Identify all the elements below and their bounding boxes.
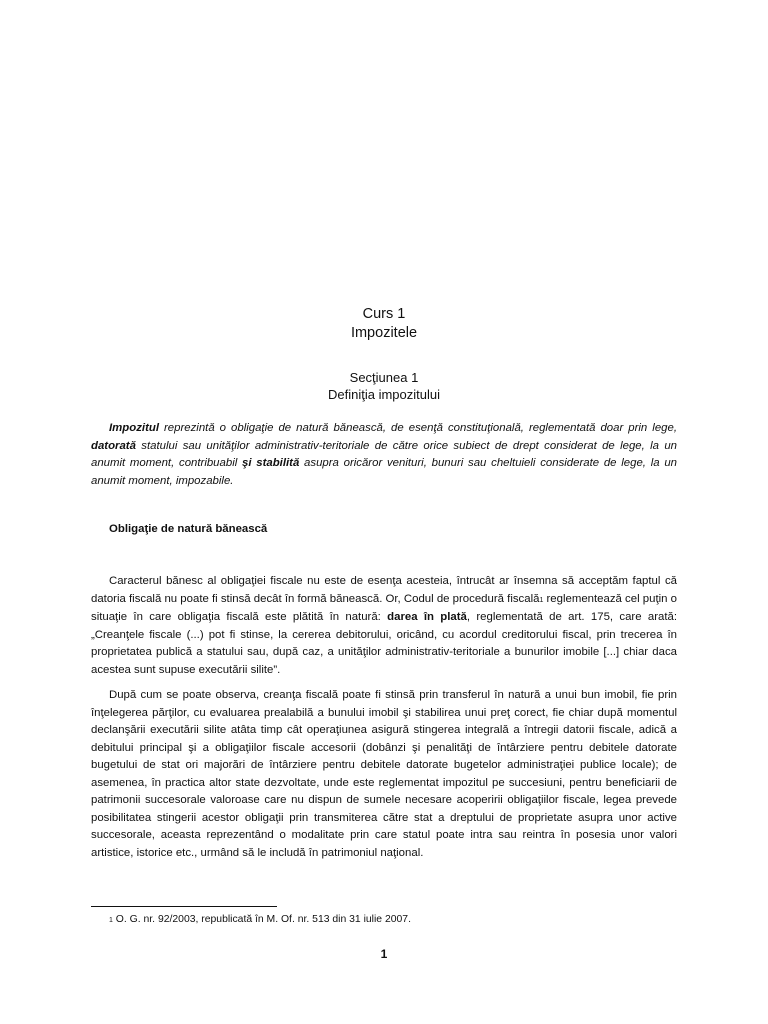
footnote: [109, 914, 411, 925]
term-si: şi: [242, 457, 252, 469]
paragraph-2: După cum se poate observa, creanţa fiscală poate fi stinsă prin transferul în natură a unui bun imobil, fie prin înţelegerea părţilor, cu evaluarea prealabilă a bunului imobil şi stabilirea unui preţ corect, fie chiar după momentul declanşării executării silite atâta timp cât operaţiunea asigură stingerea integrală a întregii datorii fiscale, adică a debitului principal şi a obligaţiilor fiscale accesorii (dobânzi şi penalităţi de întârziere pentru debitele datorate bugetului de stat ori majorări de întârziere pentru debitele datorate bugetelor administraţiei publice locale); de asemenea, în practica altor state dezvoltate, unde este reglementat impozitul pe succesiuni, pentru beneficiarii de patrimonii succesorale valoroase care nu dispun de sumele necesare acoperirii obligaţiilor fiscale, legea prevede posibilitatea stingerii acestor obligaţii prin transmiterea către stat a dreptului de proprietate asupra unor active succesorale, aceasta reprezentând o modalitate prin care statul poate intra sau reintra în posesia unor valori artistice, istorice etc., urmând să le includă în patrimoniul naţional.: [91, 689, 677, 859]
footnote-marker: 1: [109, 917, 113, 924]
section-heading: [0, 369, 768, 403]
term-darea-in-plata: darea în plată: [387, 611, 467, 623]
section-number: Secţiunea 1: [349, 370, 419, 385]
course-number: Curs 1: [362, 306, 406, 322]
page-number: 1: [380, 947, 388, 961]
course-title: [0, 305, 768, 343]
footnote-divider: [91, 906, 277, 907]
paragraph-1: Caracterul bănesc al obligaţiei fiscale nu este de esenţa acesteia, întrucât ar însemna să acceptăm faptul că datoria fiscală nu poate fi stinsă decât în formă bănească. Or, Codul de procedură fiscală1 reglementează cel puţin o situaţie în care obligaţia fiscală este plătită în natură: darea în plată, reglementată de art. 175, care arată: „Creanţele fiscale (...) pot fi stinse, la cererea debitorului, oricând, cu acordul creditorului fiscal, prin trecerea în proprietatea publică a statului sau, după caz, a unităţilor administrativ-teritoriale a bunurilor imobile [...] chiar daca acestea sunt supuse executării silite”.: [91, 575, 677, 676]
definition-paragraph: Impozitul reprezintă o obligaţie de natură bănească, de esenţă constituţională, reglementată doar prin lege, datorată statului sau unităţilor administrativ-teritoriale de către orice subiect de drept considerat de lege, la un anumit moment, contribuabil şi stabilită asupra oricăror venituri, bunuri sau cheltuieli considerate de lege, la un anumit moment, impozabile.: [91, 422, 677, 487]
course-name: Impozitele: [350, 325, 418, 341]
subheading: Obligaţie de natură bănească: [109, 523, 268, 535]
term-datorata: datorată: [91, 439, 136, 452]
section-name: Definiţia impozitului: [328, 387, 440, 402]
footnote-text: O. G. nr. 92/2003, republicată în M. Of. nr. 513 din 31 iulie 2007.: [112, 914, 411, 925]
body-paragraphs: [91, 573, 677, 862]
term-impozitul: Impozitul: [109, 422, 159, 434]
footnote-reference[interactable]: 1: [539, 596, 544, 604]
term-stabilita: stabilită: [256, 457, 300, 469]
